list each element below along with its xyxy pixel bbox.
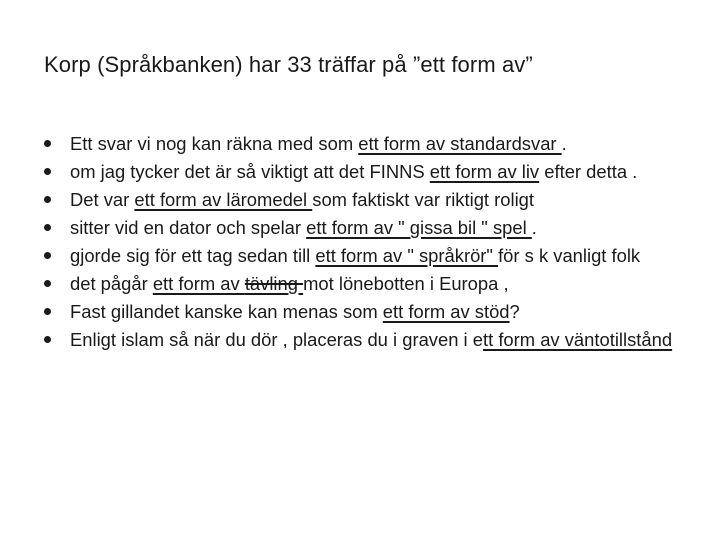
item-text: efter detta . — [539, 161, 638, 182]
struck-word: tävling — [244, 273, 304, 294]
list-item — [44, 328, 684, 352]
bullet-icon — [44, 336, 51, 343]
item-text: Det var — [70, 189, 135, 210]
bullet-icon — [44, 140, 51, 147]
list-item — [44, 300, 684, 324]
list-item — [44, 244, 684, 268]
item-text: . — [531, 217, 537, 238]
bullet-icon — [44, 196, 51, 203]
item-text: . — [561, 133, 567, 154]
item-text: Fast gillandet kanske kan menas som — [70, 301, 383, 322]
item-text: gjorde sig för ett tag sedan till — [70, 245, 316, 266]
highlighted-phrase: ett form av standardsvar — [358, 133, 562, 154]
item-text: sitter vid en dator och spelar — [70, 217, 307, 238]
bullet-icon — [44, 252, 51, 259]
highlighted-phrase: ett form av läromedel — [134, 189, 313, 210]
highlighted-phrase: ett form av " gissa bil " spel — [306, 217, 532, 238]
highlighted-phrase: ett form av — [152, 273, 245, 294]
bullet-icon — [44, 308, 51, 315]
item-text: mot lönebotten i Europa , — [303, 273, 509, 294]
slide-title: Korp (Språkbanken) har 33 träffar på ”ett form av” — [44, 52, 533, 77]
item-text: Enligt islam så när du dör , placeras du i graven i e — [70, 329, 483, 350]
highlighted-phrase: ett form av " språkrör" — [315, 245, 499, 266]
list-item — [44, 188, 684, 212]
list-item — [44, 160, 684, 184]
item-text: Ett svar vi nog kan räkna med som — [70, 133, 359, 154]
highlighted-phrase: tt form av väntotillstånd — [482, 329, 673, 350]
list-item — [44, 132, 684, 156]
highlighted-phrase: ett form av stöd — [382, 301, 510, 322]
bullet-icon — [44, 168, 51, 175]
item-text: det pågår — [70, 273, 153, 294]
bullet-icon — [44, 224, 51, 231]
item-text: för s k vanligt folk — [498, 245, 641, 266]
highlighted-phrase: ett form av liv — [429, 161, 540, 182]
item-text: om jag tycker det är så viktigt att det FINNS — [70, 161, 430, 182]
item-text: som faktiskt var riktigt roligt — [312, 189, 535, 210]
bullet-list — [44, 132, 684, 356]
bullet-icon — [44, 280, 51, 287]
list-item — [44, 272, 684, 296]
list-item — [44, 216, 684, 240]
item-text: ? — [509, 301, 520, 322]
